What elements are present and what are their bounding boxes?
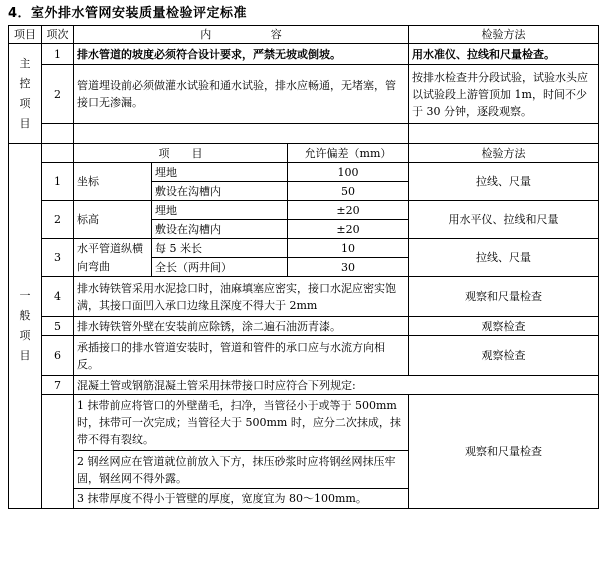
check-method: 观察检查 — [409, 317, 599, 336]
row-seq: 2 — [42, 65, 74, 124]
row-content: 管道埋设前必须做灌水试验和通水试验，排水应畅通，无堵塞，管接口无渗漏。 — [74, 65, 409, 124]
main-control-label: 主 控 项 目 — [9, 44, 42, 144]
check-method: 用水平仪、拉线和尺量 — [409, 201, 599, 239]
table-row — [9, 65, 599, 124]
table-row: 1 坐标 埋地 100 拉线、尺量 — [9, 163, 599, 182]
page-title: 4．室外排水管网安装质量检验评定标准 — [8, 6, 248, 21]
tolerance-value: ±20 — [288, 220, 409, 239]
check-method: 观察和尺量检查 — [409, 395, 599, 509]
row-method: 用水准仪、拉线和尺量检查。 — [409, 44, 599, 65]
table-row: 3 水平管道纵横向弯曲 每 5 米长 10 拉线、尺量 — [9, 239, 599, 258]
inspection-standard-table — [8, 25, 599, 509]
check-method: 拉线、尺量 — [409, 239, 599, 277]
tolerance-value: 50 — [288, 182, 409, 201]
general-subheader-row — [9, 144, 599, 163]
table-row-empty — [9, 124, 599, 144]
tolerance-value: 100 — [288, 163, 409, 182]
subheader-tolerance: 允许偏差（mm） — [288, 144, 409, 163]
row-method: 按排水检查井分段试验，试验水头应以试验段上游管顶加 1m，时间不少于 30 分钟，逐段观察。 — [409, 65, 599, 124]
table-row: 4 排水铸铁管采用水泥捻口时，油麻填塞应密实，接口水泥应密实饱满，其接口面凹入承口边缘且深度不得大于 2mm 观察和尺量检查 — [9, 277, 599, 317]
item-name: 水平管道纵横向弯曲 — [74, 239, 152, 277]
table-header-row — [9, 26, 599, 44]
table-row: 7 混凝土管或钢筋混凝土管采用抹带接口时应符合下列规定: — [9, 376, 599, 395]
row-content: 排水铸铁管外壁在安装前应除锈，涂二遍石油沥青漆。 — [74, 317, 409, 336]
header-seq: 项次 — [42, 26, 74, 44]
sub-item: 埋地 — [152, 201, 288, 220]
header-content: 内 容 — [74, 26, 409, 44]
sub-item: 敷设在沟槽内 — [152, 182, 288, 201]
sub-item: 每 5 米长 — [152, 239, 288, 258]
general-label: 一 般 项 目 — [9, 144, 42, 509]
sub-item: 敷设在沟槽内 — [152, 220, 288, 239]
sub-item: 全长（两井间） — [152, 258, 288, 277]
row-seq: 1 — [42, 44, 74, 65]
table-row — [9, 44, 599, 65]
table-row: 5 排水铸铁管外壁在安装前应除锈，涂二遍石油沥青漆。 观察检查 — [9, 317, 599, 336]
header-item: 项目 — [9, 26, 42, 44]
check-method: 观察检查 — [409, 336, 599, 376]
tolerance-value: 10 — [288, 239, 409, 258]
tolerance-value: ±20 — [288, 201, 409, 220]
rule-item: 3 抹带厚度不得小于管壁的厚度，宽度宜为 80～100mm。 — [74, 489, 409, 509]
item-name: 标高 — [74, 201, 152, 239]
row-content: 混凝土管或钢筋混凝土管采用抹带接口时应符合下列规定: — [74, 376, 599, 395]
row-content: 承插接口的排水管道安装时，管道和管件的承口应与水流方向相反。 — [74, 336, 409, 376]
check-method: 观察和尺量检查 — [409, 277, 599, 317]
row-content: 排水管道的坡度必须符合设计要求，严禁无坡或倒坡。 — [74, 44, 409, 65]
table-row — [9, 395, 599, 451]
table-row: 2 标高 埋地 ±20 用水平仪、拉线和尺量 — [9, 201, 599, 220]
rule-item: 1 抹带前应将管口的外壁凿毛，扫净，当管径小于或等于 500mm 时，抹带可一次完成；当管径大于 500mm 时，应分二次抹成，抹带不得有裂纹。 — [74, 395, 409, 451]
header-method: 检验方法 — [409, 26, 599, 44]
check-method: 拉线、尺量 — [409, 163, 599, 201]
tolerance-value: 30 — [288, 258, 409, 277]
table-row: 6 承插接口的排水管道安装时，管道和管件的承口应与水流方向相反。 观察检查 — [9, 336, 599, 376]
subheader-item: 项 目 — [74, 144, 288, 163]
row-content: 排水铸铁管采用水泥捻口时，油麻填塞应密实，接口水泥应密实饱满，其接口面凹入承口边缘且深度不得大于 2mm — [74, 277, 409, 317]
sub-item: 埋地 — [152, 163, 288, 182]
item-name: 坐标 — [74, 163, 152, 201]
rule-item: 2 钢丝网应在管道就位前放入下方，抹压砂浆时应将钢丝网抹压牢固，钢丝网不得外露。 — [74, 451, 409, 489]
subheader-method: 检验方法 — [409, 144, 599, 163]
